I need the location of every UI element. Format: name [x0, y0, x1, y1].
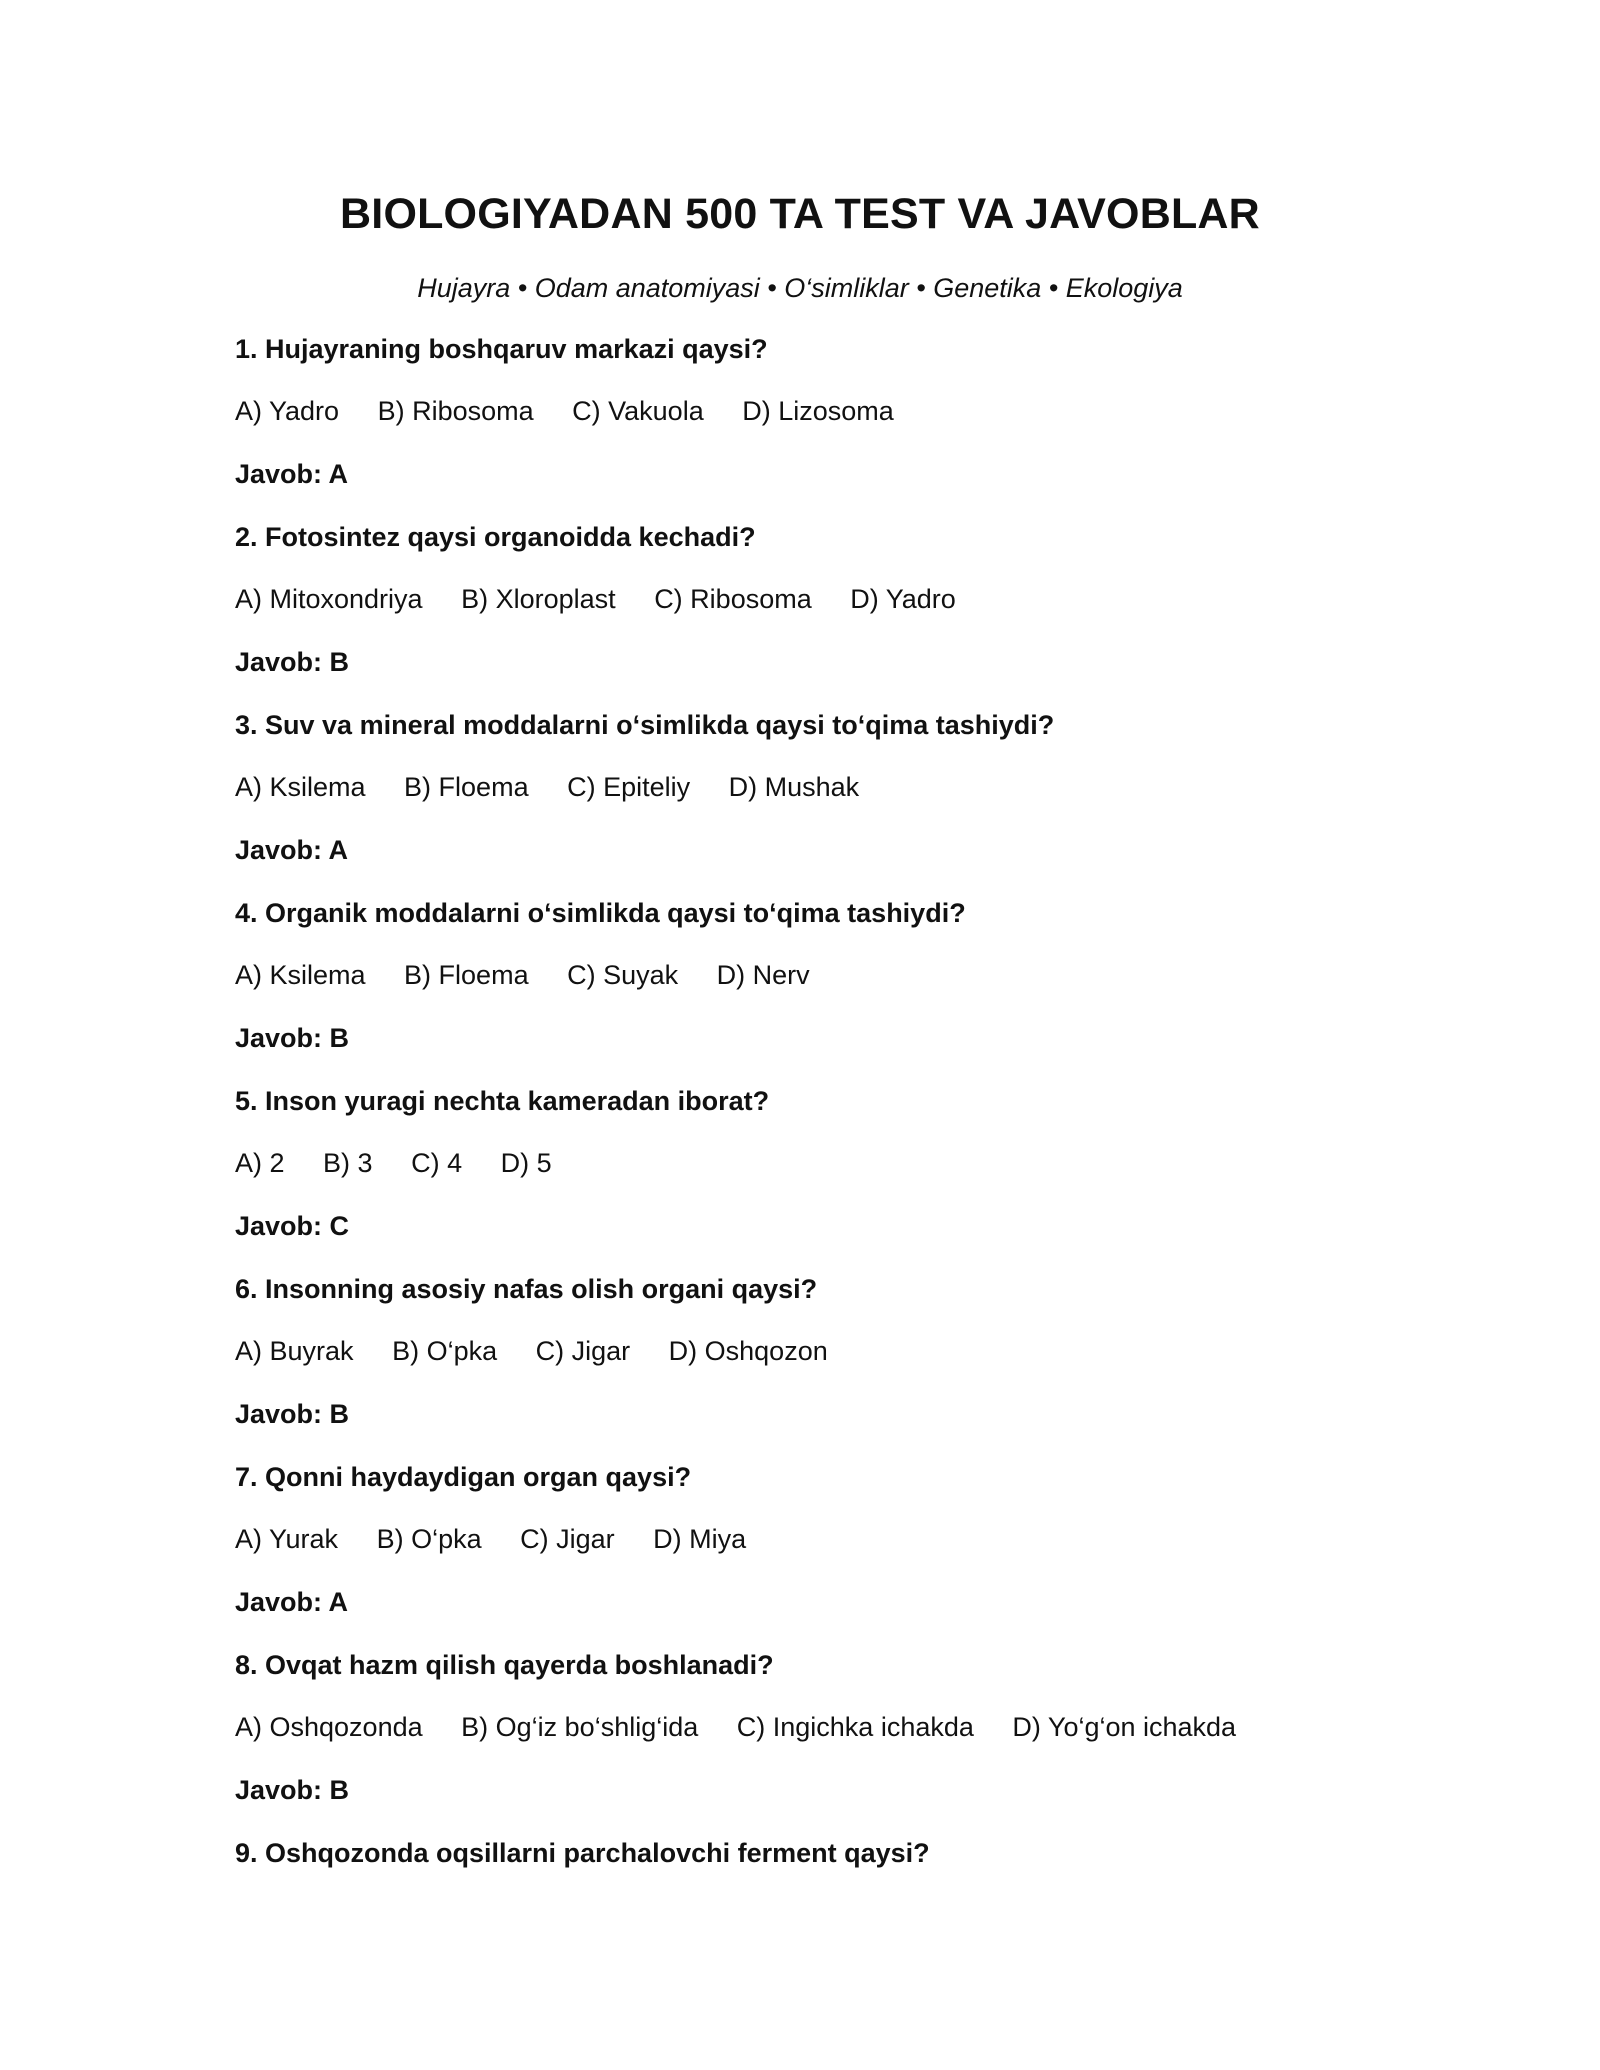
option-a: A) Ksilema — [235, 960, 366, 990]
option-a: A) Buyrak — [235, 1336, 354, 1366]
option-b: B) O‘pka — [392, 1336, 498, 1366]
answer-text: Javob: B — [235, 647, 350, 677]
option-b: B) O‘pka — [376, 1524, 482, 1554]
option-d: D) Yo‘g‘on ichakda — [1012, 1712, 1237, 1742]
answer-text: Javob: B — [235, 1023, 350, 1053]
option-c: C) Ingichka ichakda — [736, 1712, 974, 1742]
document-title: BIOLOGIYADAN 500 TA TEST VA JAVOBLAR — [340, 190, 1260, 238]
options-row — [235, 1146, 583, 1180]
option-d: D) Miya — [653, 1524, 747, 1554]
option-c: C) Epiteliy — [567, 772, 691, 802]
option-c: C) Jigar — [520, 1524, 615, 1554]
options-row — [235, 394, 925, 428]
option-c: C) Suyak — [567, 960, 679, 990]
options-row — [235, 1522, 777, 1556]
option-c: C) Ribosoma — [654, 584, 812, 614]
question-text: 3. Suv va mineral moddalarni o‘simlikda qaysi to‘qima tashiydi? — [235, 710, 1055, 740]
option-d: D) Lizosoma — [742, 396, 894, 426]
option-a: A) Oshqozonda — [235, 1712, 423, 1742]
option-d: D) 5 — [500, 1148, 552, 1178]
question-text: 8. Ovqat hazm qilish qayerda boshlanadi? — [235, 1650, 774, 1680]
option-b: B) Floema — [404, 772, 529, 802]
answer-text: Javob: C — [235, 1211, 350, 1241]
question-text: 7. Qonni haydaydigan organ qaysi? — [235, 1462, 692, 1492]
document-subtitle: Hujayra • Odam anatomiyasi • O‘simliklar • Genetika • Ekologiya — [417, 273, 1183, 303]
option-b: B) Og‘iz bo‘shlig‘ida — [461, 1712, 699, 1742]
option-b: B) Xloroplast — [461, 584, 616, 614]
option-a: A) Yurak — [235, 1524, 339, 1554]
option-d: D) Yadro — [850, 584, 956, 614]
question-text: 2. Fotosintez qaysi organoidda kechadi? — [235, 522, 756, 552]
question-text: 9. Oshqozonda oqsillarni parchalovchi ferment qaysi? — [235, 1838, 930, 1868]
question-text: 1. Hujayraning boshqaruv markazi qaysi? — [235, 334, 768, 364]
option-c: C) 4 — [411, 1148, 463, 1178]
options-row — [235, 770, 890, 804]
question-text: 5. Inson yuragi nechta kameradan iborat? — [235, 1086, 770, 1116]
question-text: 6. Insonning asosiy nafas olish organi qaysi? — [235, 1274, 818, 1304]
question-text: 4. Organik moddalarni o‘simlikda qaysi to‘qima tashiydi? — [235, 898, 966, 928]
answer-text: Javob: A — [235, 835, 349, 865]
option-a: A) Mitoxondriya — [235, 584, 423, 614]
options-row — [235, 958, 841, 992]
answer-text: Javob: A — [235, 459, 349, 489]
options-row — [235, 1334, 859, 1368]
option-b: B) Floema — [404, 960, 529, 990]
option-a: A) 2 — [235, 1148, 285, 1178]
option-b: B) 3 — [323, 1148, 373, 1178]
options-row — [235, 582, 987, 616]
options-row — [235, 1710, 1267, 1744]
option-d: D) Oshqozon — [668, 1336, 828, 1366]
option-a: A) Ksilema — [235, 772, 366, 802]
option-d: D) Mushak — [728, 772, 860, 802]
option-a: A) Yadro — [235, 396, 340, 426]
answer-text: Javob: A — [235, 1587, 349, 1617]
option-b: B) Ribosoma — [377, 396, 534, 426]
answer-text: Javob: B — [235, 1399, 350, 1429]
option-c: C) Vakuola — [572, 396, 704, 426]
answer-text: Javob: B — [235, 1775, 350, 1805]
option-c: C) Jigar — [535, 1336, 631, 1366]
option-d: D) Nerv — [716, 960, 810, 990]
